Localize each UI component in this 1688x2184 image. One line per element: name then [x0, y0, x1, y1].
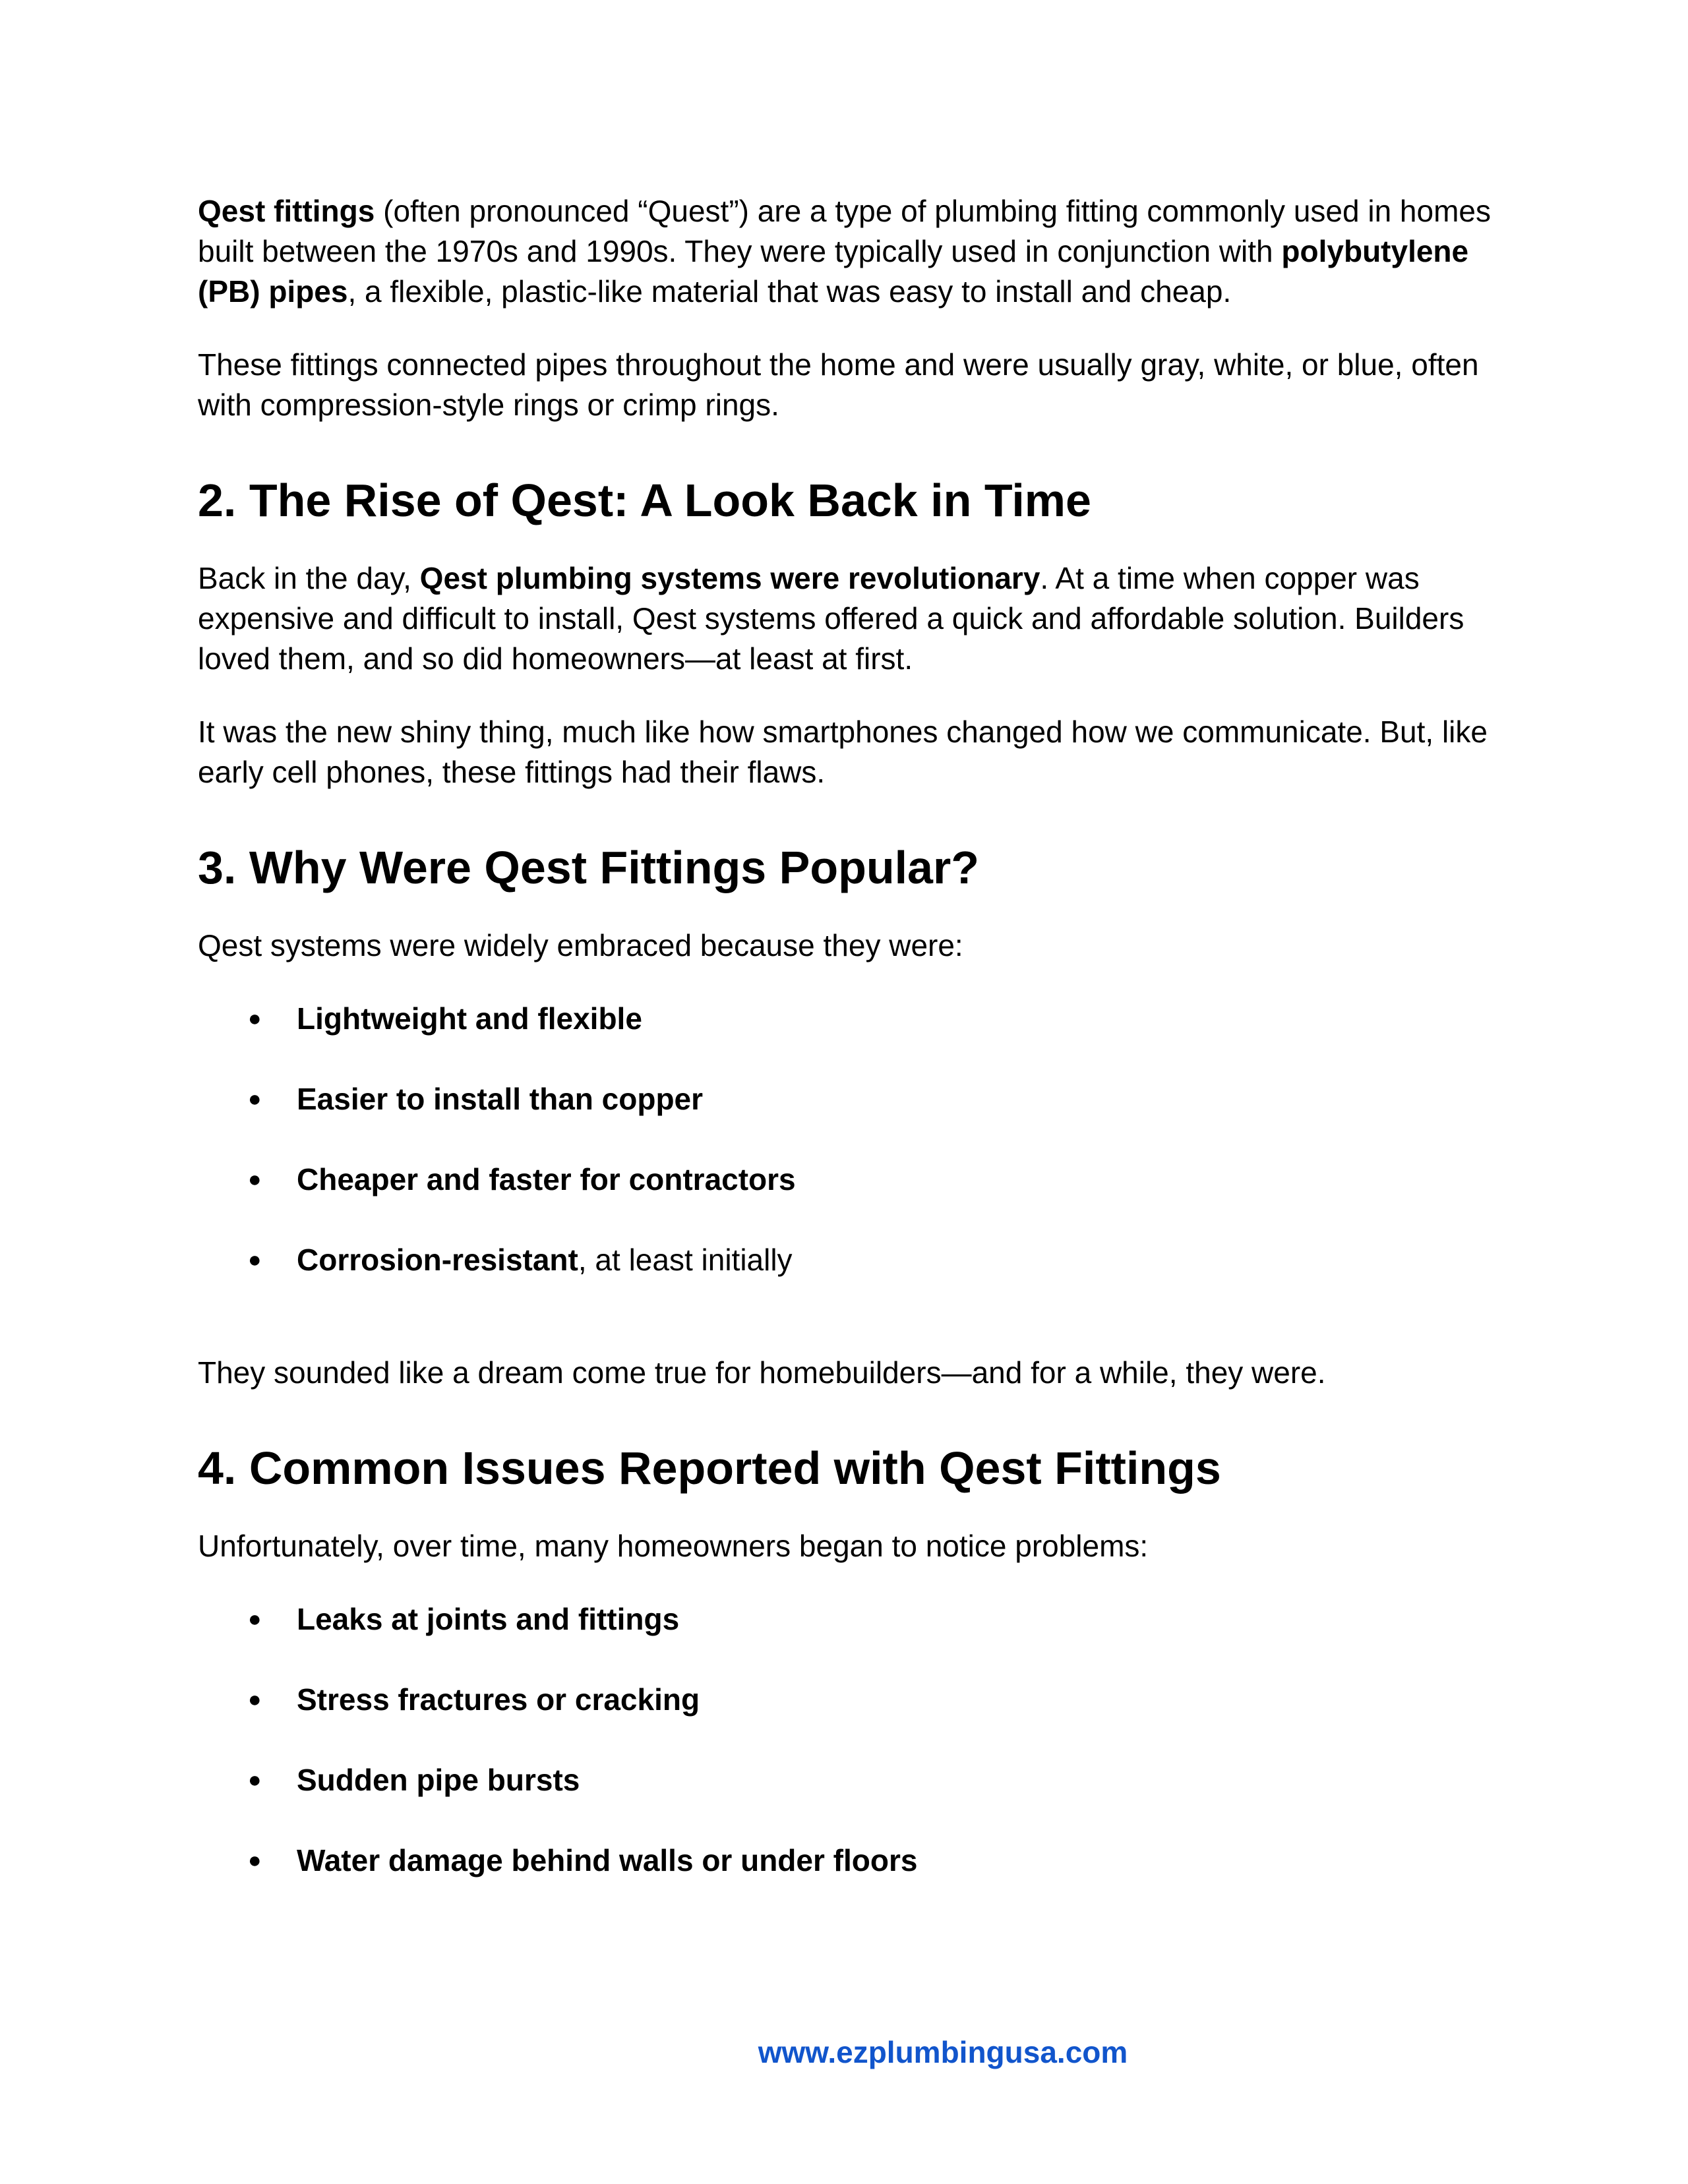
paragraph-text: , a flexible, plastic-like material that was easy to install and cheap.: [347, 274, 1232, 309]
document-body: [198, 191, 1503, 1881]
list-item: [198, 1599, 1503, 1639]
bold-text: polybutylene (PB) pipes: [198, 234, 1469, 309]
list-item: [198, 999, 1503, 1039]
bullet-icon: ●: [248, 1767, 262, 1792]
section-heading-2: 2. The Rise of Qest: A Look Back in Time: [198, 475, 1091, 526]
section3-intro: Qest systems were widely embraced because they were:: [198, 928, 963, 962]
paragraph-text: (often pronounced “Quest”) are a type of plumbing fitting commonly used in homes built between the 1970s and 1990s. They were typically used in conjunction with: [198, 194, 1491, 268]
section-heading-4: 4. Common Issues Reported with Qest Fittings: [198, 1442, 1221, 1494]
paragraph-text: . At a time when copper was expensive and difficult to install, Qest systems offered a quick and affordable solution. Builders loved them, and so did homeowners—at least at first.: [198, 561, 1464, 676]
bullet-icon: ●: [248, 1247, 262, 1272]
list-item: [198, 1841, 1503, 1881]
list-item: [198, 1079, 1503, 1119]
section2-paragraph-2: It was the new shiny thing, much like how smartphones changed how we communicate. But, like early cell phones, these fittings had their flaws.: [198, 715, 1488, 789]
section2-paragraph-1: [198, 558, 1503, 679]
bullet-icon: ●: [248, 1687, 262, 1712]
bold-text: Water damage behind walls or under floors: [297, 1843, 918, 1877]
section-heading-3: 3. Why Were Qest Fittings Popular?: [198, 842, 979, 893]
section3-outro: They sounded like a dream come true for homebuilders—and for a while, they were.: [198, 1355, 1326, 1390]
bold-text: Easier to install than copper: [297, 1082, 704, 1116]
intro-paragraph-2: These fittings connected pipes throughout the home and were usually gray, white, or blue, often with compression-style rings or crimp rings.: [198, 347, 1479, 422]
page-footer: [0, 2032, 1688, 2073]
bullet-icon: ●: [248, 1607, 262, 1632]
list-item: [198, 1680, 1503, 1720]
popular-reasons-list: [198, 999, 1503, 1280]
section4-intro: Unfortunately, over time, many homeowners began to notice problems:: [198, 1529, 1149, 1563]
bold-text: Qest plumbing systems were revolutionary: [419, 561, 1040, 595]
footer-website-link[interactable]: www.ezplumbingusa.com: [758, 2035, 1128, 2069]
bold-text: Corrosion-resistant: [297, 1243, 578, 1277]
list-item: [198, 1760, 1503, 1800]
bullet-icon: ●: [248, 1006, 262, 1031]
bold-text: Cheaper and faster for contractors: [297, 1162, 796, 1196]
bullet-icon: ●: [248, 1167, 262, 1192]
bullet-icon: ●: [248, 1848, 262, 1873]
list-item-text: , at least initially: [578, 1243, 793, 1277]
bullet-icon: ●: [248, 1086, 262, 1111]
list-item: [198, 1160, 1503, 1200]
bold-text: Sudden pipe bursts: [297, 1763, 580, 1797]
bold-text: Stress fractures or cracking: [297, 1682, 700, 1717]
list-item: [198, 1240, 1503, 1280]
bold-text: Qest fittings: [198, 194, 375, 228]
bold-text: Leaks at joints and fittings: [297, 1602, 680, 1636]
bold-text: Lightweight and flexible: [297, 1001, 642, 1036]
paragraph-text: Back in the day,: [198, 561, 420, 595]
common-issues-list: [198, 1599, 1503, 1881]
intro-paragraph-1: [198, 191, 1503, 312]
